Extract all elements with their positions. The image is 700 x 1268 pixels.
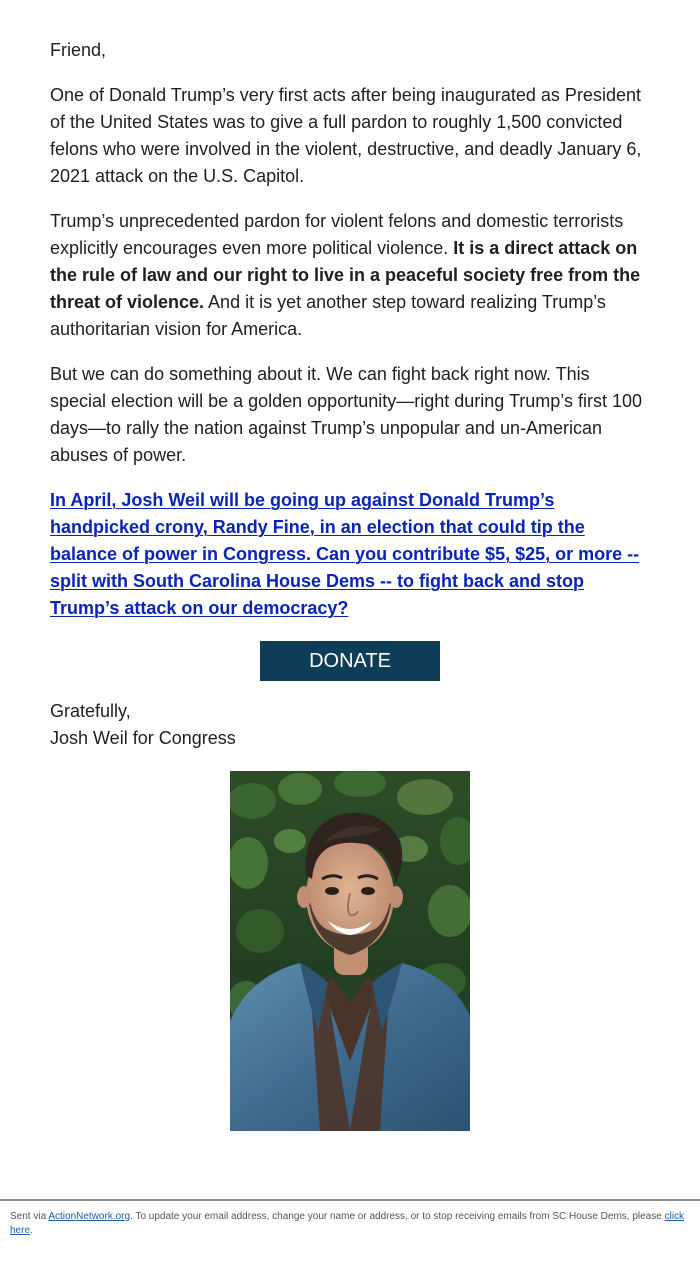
footer-prefix: Sent via [10, 1211, 49, 1222]
donate-button[interactable]: DONATE [260, 641, 440, 681]
unsubscribe-link[interactable]: click here [10, 1211, 685, 1236]
signoff-line: Gratefully, [50, 701, 131, 721]
paragraph-political-violence-intro: Trump’s unprecedented pardon for violent felons and domestic terrorists explicitly encourages even more political violence. [50, 211, 624, 258]
footer-suffix: . [30, 1225, 33, 1236]
paragraph-pardon: One of Donald Trump’s very first acts after being inaugurated as President of the United States was to give a full pardon to roughly 1,500 convicted felons who were involved in the violent, destructive, and deadly January 6, 2021 attack on the U.S. Capitol. [50, 85, 642, 186]
footer-middle: . To update your email address, change your name or address, or to stop receiving emails from SC House Dems, please [130, 1211, 665, 1222]
paragraph-political-violence-bold: It is a direct attack on the rule of law and our right to live in a peaceful society free from the threat of violence. [50, 238, 641, 312]
footer-divider [0, 1199, 700, 1201]
greeting: Friend, [50, 40, 107, 60]
paragraph-fight-back: But we can do something about it. We can fight back right now. This special election will be a golden opportunity—right during Trump’s first 100 days—to rally the nation against Trump’s unpopular and un-American abuses of power. [50, 364, 642, 465]
contribute-link[interactable]: In April, Josh Weil will be going up against Donald Trump’s handpicked crony, Randy Fine, in an election that could tip the balance of power in Congress. Can you contribute $5, $25, or more -- split with South Carolina House Dems -- to fight back and stop Trump’s attack on our democracy? [50, 490, 640, 618]
sender-name: Josh Weil for Congress [50, 728, 236, 748]
paragraph-political-violence [50, 208, 650, 343]
donate-container [0, 641, 700, 681]
cta-paragraph [50, 487, 650, 622]
candidate-photo [230, 771, 470, 1131]
actionnetwork-link[interactable]: ActionNetwork.org [48, 1211, 131, 1222]
paragraph-political-violence-end: And it is yet another step toward realizing Trump’s authoritarian vision for America. [50, 292, 606, 339]
signoff [50, 698, 650, 752]
candidate-portrait-illustration [230, 771, 470, 1131]
email-body [50, 37, 650, 640]
email-footer [10, 1210, 690, 1238]
